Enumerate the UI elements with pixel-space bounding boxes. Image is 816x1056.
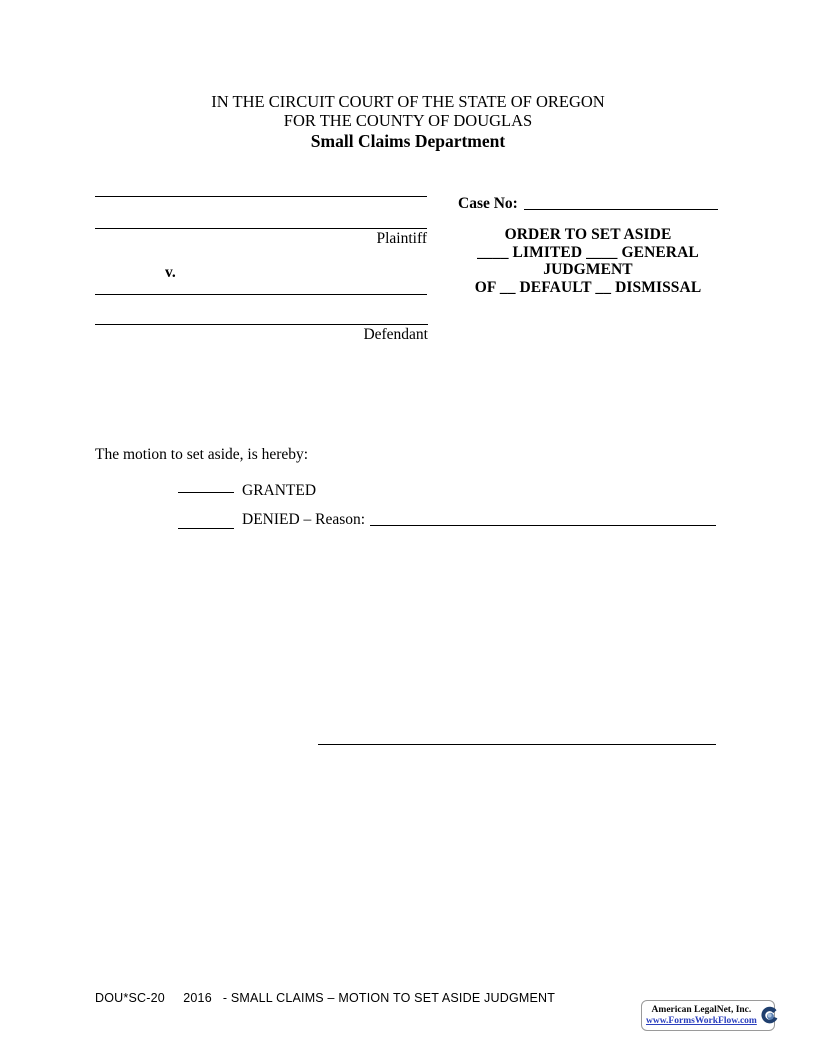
defendant-name-rule-2: [95, 324, 428, 325]
order-title-line-1: ORDER TO SET ASIDE: [504, 226, 672, 243]
plaintiff-label: Plaintiff: [376, 230, 427, 247]
american-legalnet-badge: [641, 1000, 775, 1031]
caption-order-block: [458, 195, 718, 296]
motion-intro-text: The motion to set aside, is hereby:: [95, 446, 309, 463]
order-title-line-3: JUDGMENT: [543, 261, 633, 278]
denied-reason-input-rule[interactable]: [370, 525, 716, 526]
granted-checkbox-blank[interactable]: [178, 479, 234, 493]
badge-url-link[interactable]: www.FormsWorkFlow.com: [646, 1015, 757, 1026]
defendant-label: Defendant: [363, 326, 428, 343]
granted-option-row: [178, 479, 316, 500]
defendant-name-rule-1: [95, 294, 427, 295]
denied-option-row: [178, 511, 716, 529]
court-department-line: Small Claims Department: [310, 131, 506, 151]
case-number-label: Case No:: [458, 195, 518, 212]
order-title-line-4: OF __ DEFAULT __ DISMISSAL: [474, 278, 702, 296]
legalnet-swirl-icon: [757, 1004, 781, 1028]
versus-label: v.: [165, 264, 176, 281]
plaintiff-name-rule-1: [95, 196, 427, 197]
form-footer-text: DOU*SC-20 2016 - SMALL CLAIMS – MOTION TO SET ASIDE JUDGMENT: [95, 991, 556, 1005]
denied-label: DENIED – Reason:: [242, 511, 366, 528]
court-county-line: FOR THE COUNTY OF DOUGLAS: [283, 111, 533, 130]
plaintiff-name-rule-2: [95, 228, 427, 229]
court-name-line: IN THE CIRCUIT COURT OF THE STATE OF OREGON: [211, 92, 605, 111]
granted-label: GRANTED: [242, 482, 317, 499]
badge-company-name: American LegalNet, Inc.: [651, 1004, 752, 1015]
denied-checkbox-blank[interactable]: [178, 515, 234, 529]
case-number-row: [458, 195, 718, 213]
badge-text-block: [646, 1005, 757, 1027]
order-title-block: [458, 226, 718, 296]
judge-signature-rule[interactable]: [318, 744, 716, 745]
order-title-line-2: ____ LIMITED ____ GENERAL: [477, 243, 699, 261]
case-number-input-rule[interactable]: [524, 209, 718, 210]
court-header: [0, 92, 816, 151]
